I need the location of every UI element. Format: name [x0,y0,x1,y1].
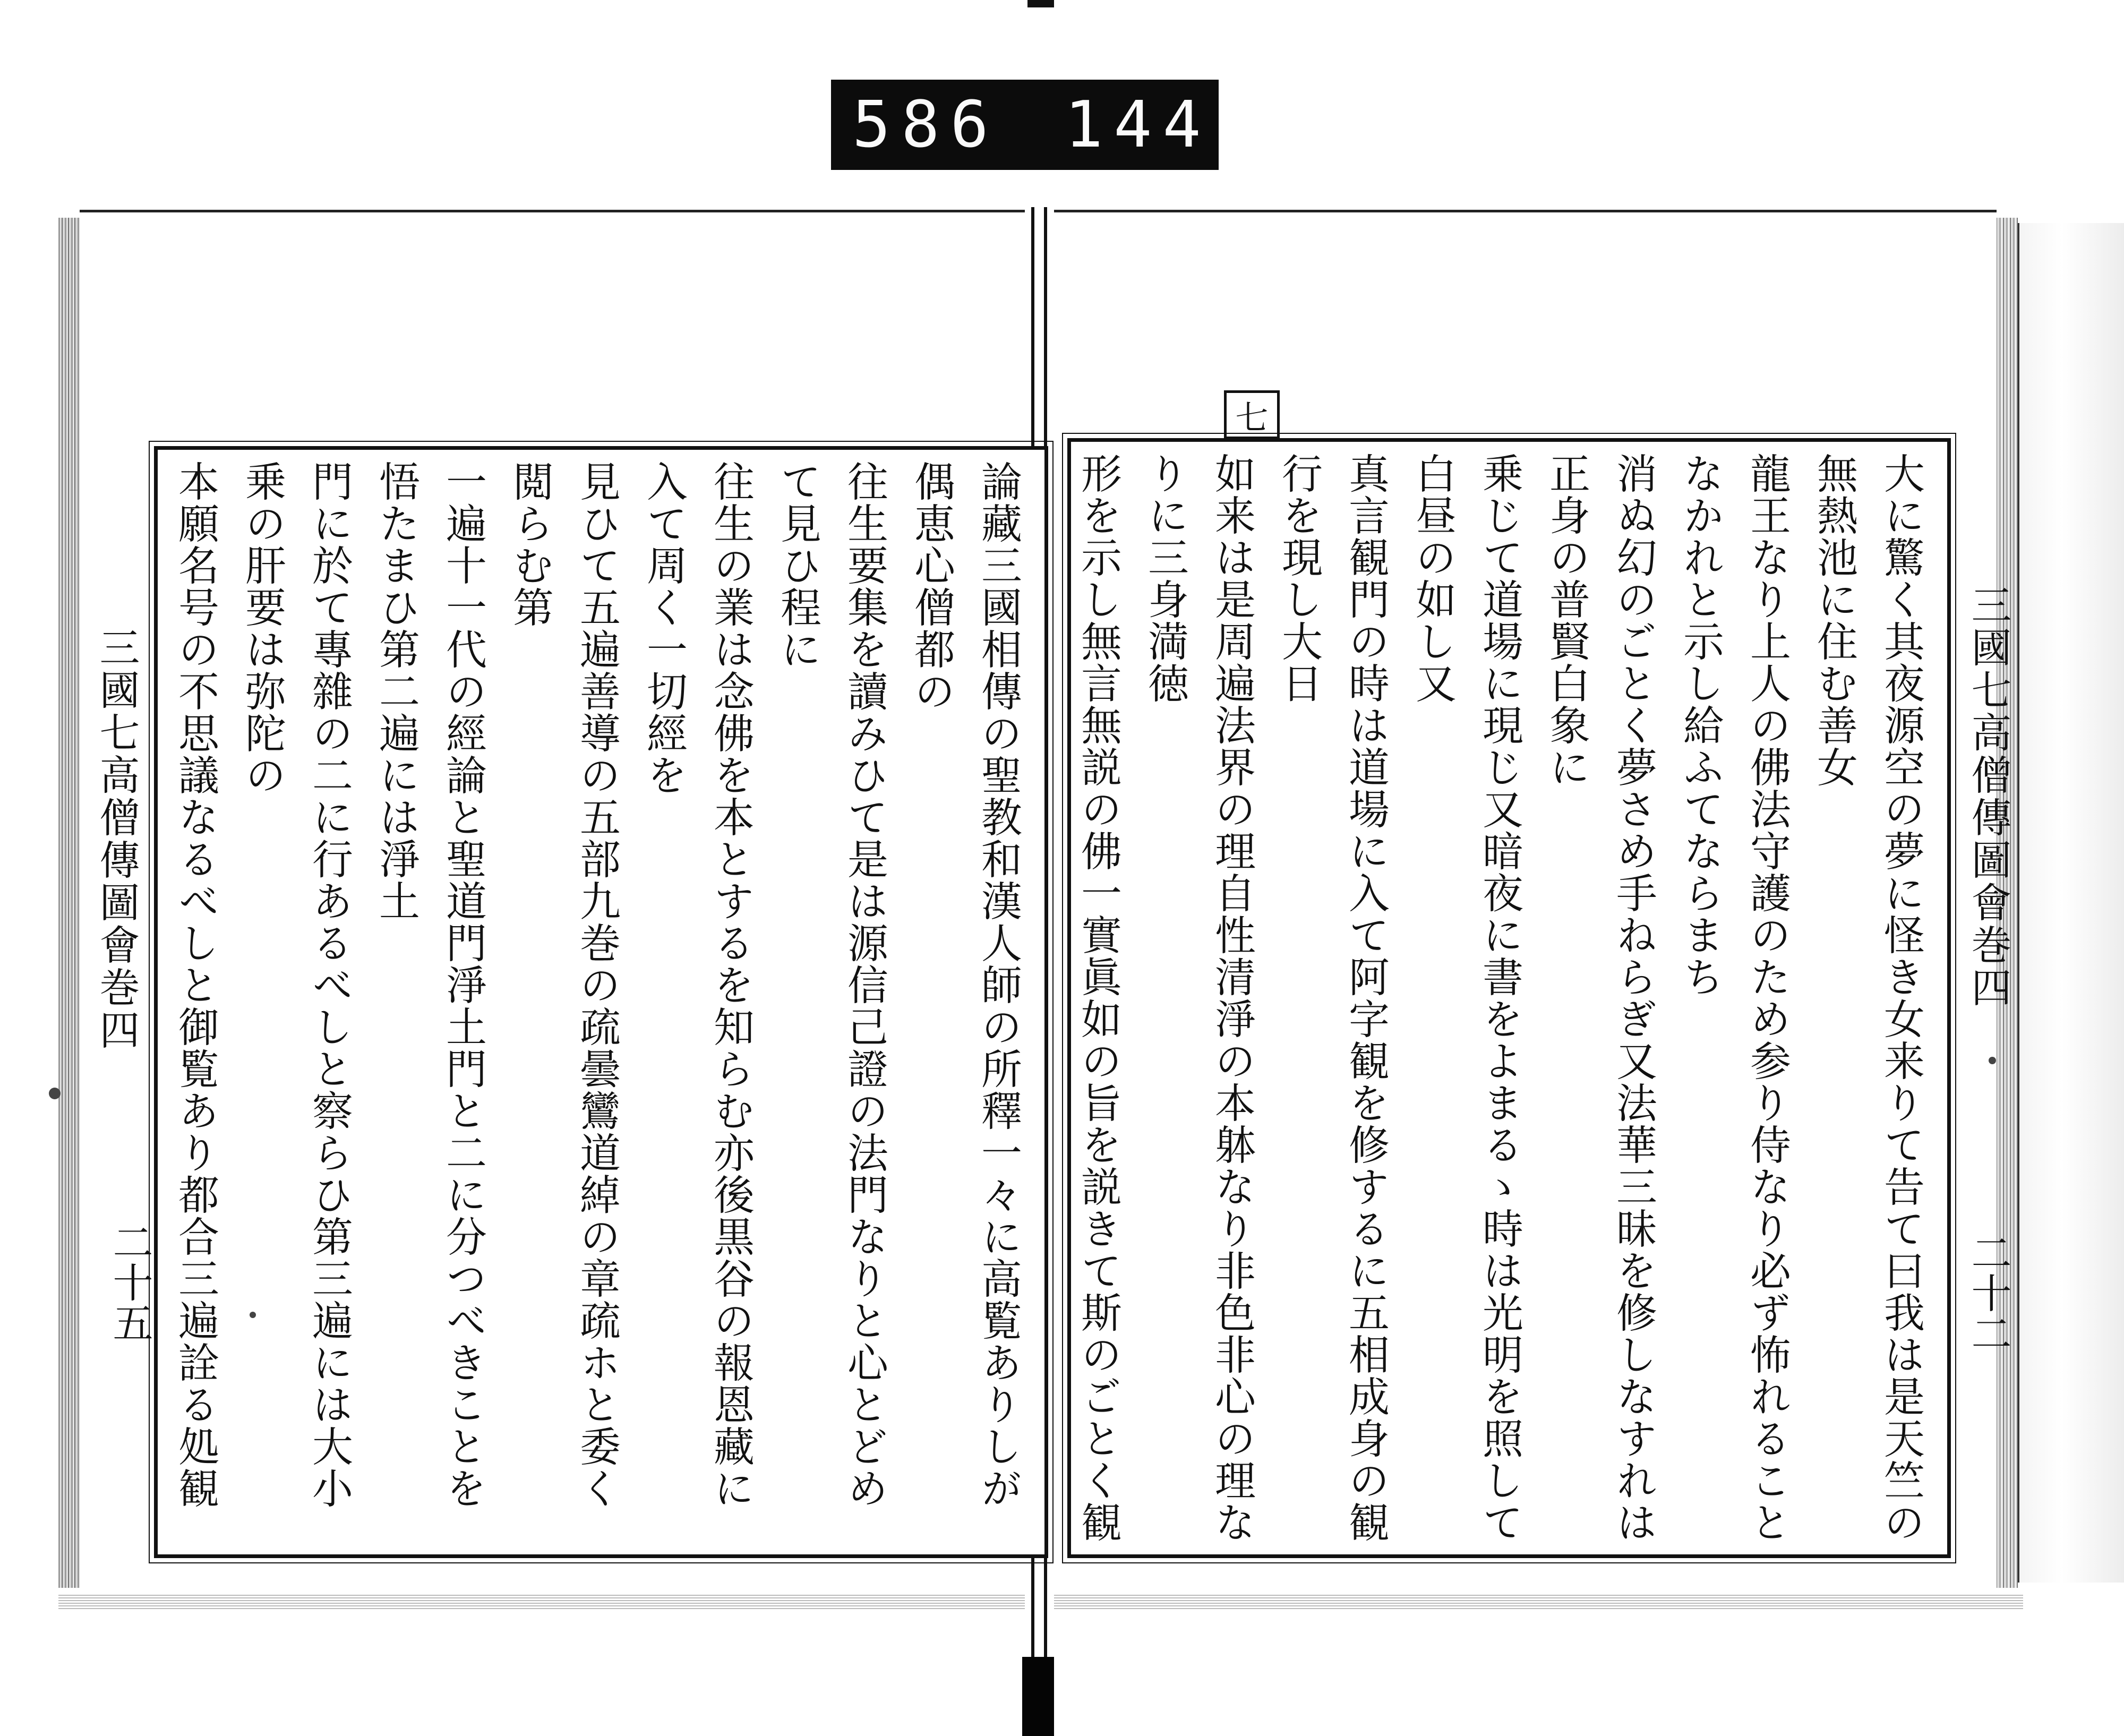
chapter-marker: 七 [1224,390,1280,439]
right-cover-edge [2018,223,2124,1583]
spine-shadow [1022,1657,1054,1736]
catalog-label-plate [831,80,1219,170]
item-number: 144 [1065,88,1212,162]
ink-spot [49,1088,61,1099]
right-text-panel [1067,438,1951,1558]
right-body-text: 大に驚く其夜源空の夢に怪き女来りて告て曰我は是天竺の無熱池に住む善女 龍王なり上人の佛法守護のため参り侍なり必ず怖れることなかれと示し給ふてならまち 消ぬ幻のごとく夢さめ手ねらぎ又法華三昧を修しなすれは正身の普賢白象に 乗じて道場に現じ又暗夜に書をよまるゝ時は光明を照して白昼の如し又 真言観門の時は道場に入て阿字観を修するに五相成身の観行を現し大日 如来は是周遍法界の理自性清淨の本躰なり非色非心の理なりに三身満徳 形を示し無言無説の佛一實眞如の旨を説きて斯のごとく観 [1074,452,1924,1543]
left-running-title: 三國七高僧傳圖會巻四 [93,627,140,1051]
ink-spot [250,1312,256,1318]
scan-edge-mark [1027,0,1054,7]
shelf-number: 586 [852,88,999,162]
right-running-title: 三國七高僧傳圖會巻四 [1965,584,2012,1009]
ink-spot [1989,1057,1996,1064]
left-folio-number: 二十五 [106,1221,153,1342]
left-body-text: 論藏三國相傳の聖教和漢人師の所釋一々に高覧ありしが偶恵心僧都の 往生要集を讀みひて是は源信己證の法門なりと心とどめて見ひ程に 往生の業は念佛を本とするを知らむ亦後黒谷の報恩藏に入て周く一切經を 見ひて五遍善導の五部九巻の疏曇鸞道綽の章疏ホと委く閲らむ第 一遍十一代の經論と聖道門淨土門と二に分つべきことを悟たまひ第二遍には淨土 門に於て專雜の二に行あるべしと察らひ第三遍には大小乗の肝要は弥陀の 本願名号の不思議なるべしと御覧あり都合三遍詮る処観 [172,460,1022,1509]
right-folio-number: 二十二 [1965,1232,2012,1353]
left-text-panel [154,446,1048,1558]
